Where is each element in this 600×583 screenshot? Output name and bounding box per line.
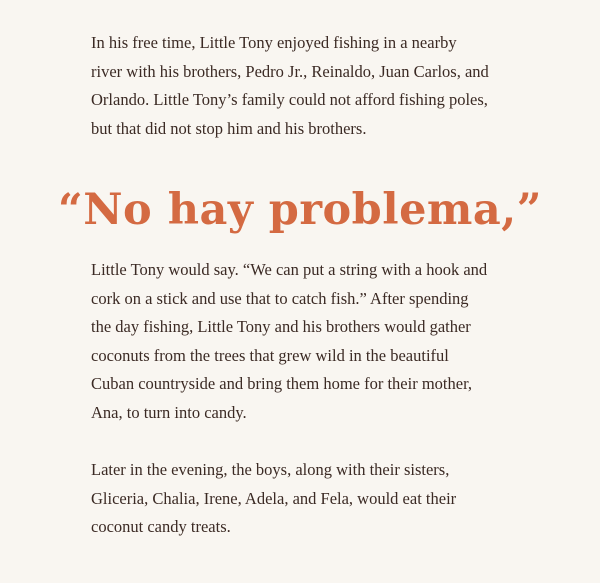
pull-quote: “No hay problema,” — [58, 185, 542, 235]
story-paragraph-3: Later in the evening, the boys, along with their sisters, Gliceria, Chalia, Irene, Adela, and Fela, would eat their coconut candy treats. — [91, 460, 457, 536]
story-paragraph-1: In his free time, Little Tony enjoyed fishing in a nearby river with his brothers, Pedro Jr., Reinaldo, Juan Carlos, and Orlando. Little Tony’s family could not afford fishing poles, but that did not stop him and his brothers. — [91, 33, 489, 138]
story-paragraph-2: Little Tony would say. “We can put a string with a hook and cork on a stick and use that to catch fish.” After spending the day fishing, Little Tony and his brothers would gather coconuts from the trees that grew wild in the beautiful Cuban countryside and bring them home for their mother, Ana, to turn into candy. — [91, 260, 488, 422]
